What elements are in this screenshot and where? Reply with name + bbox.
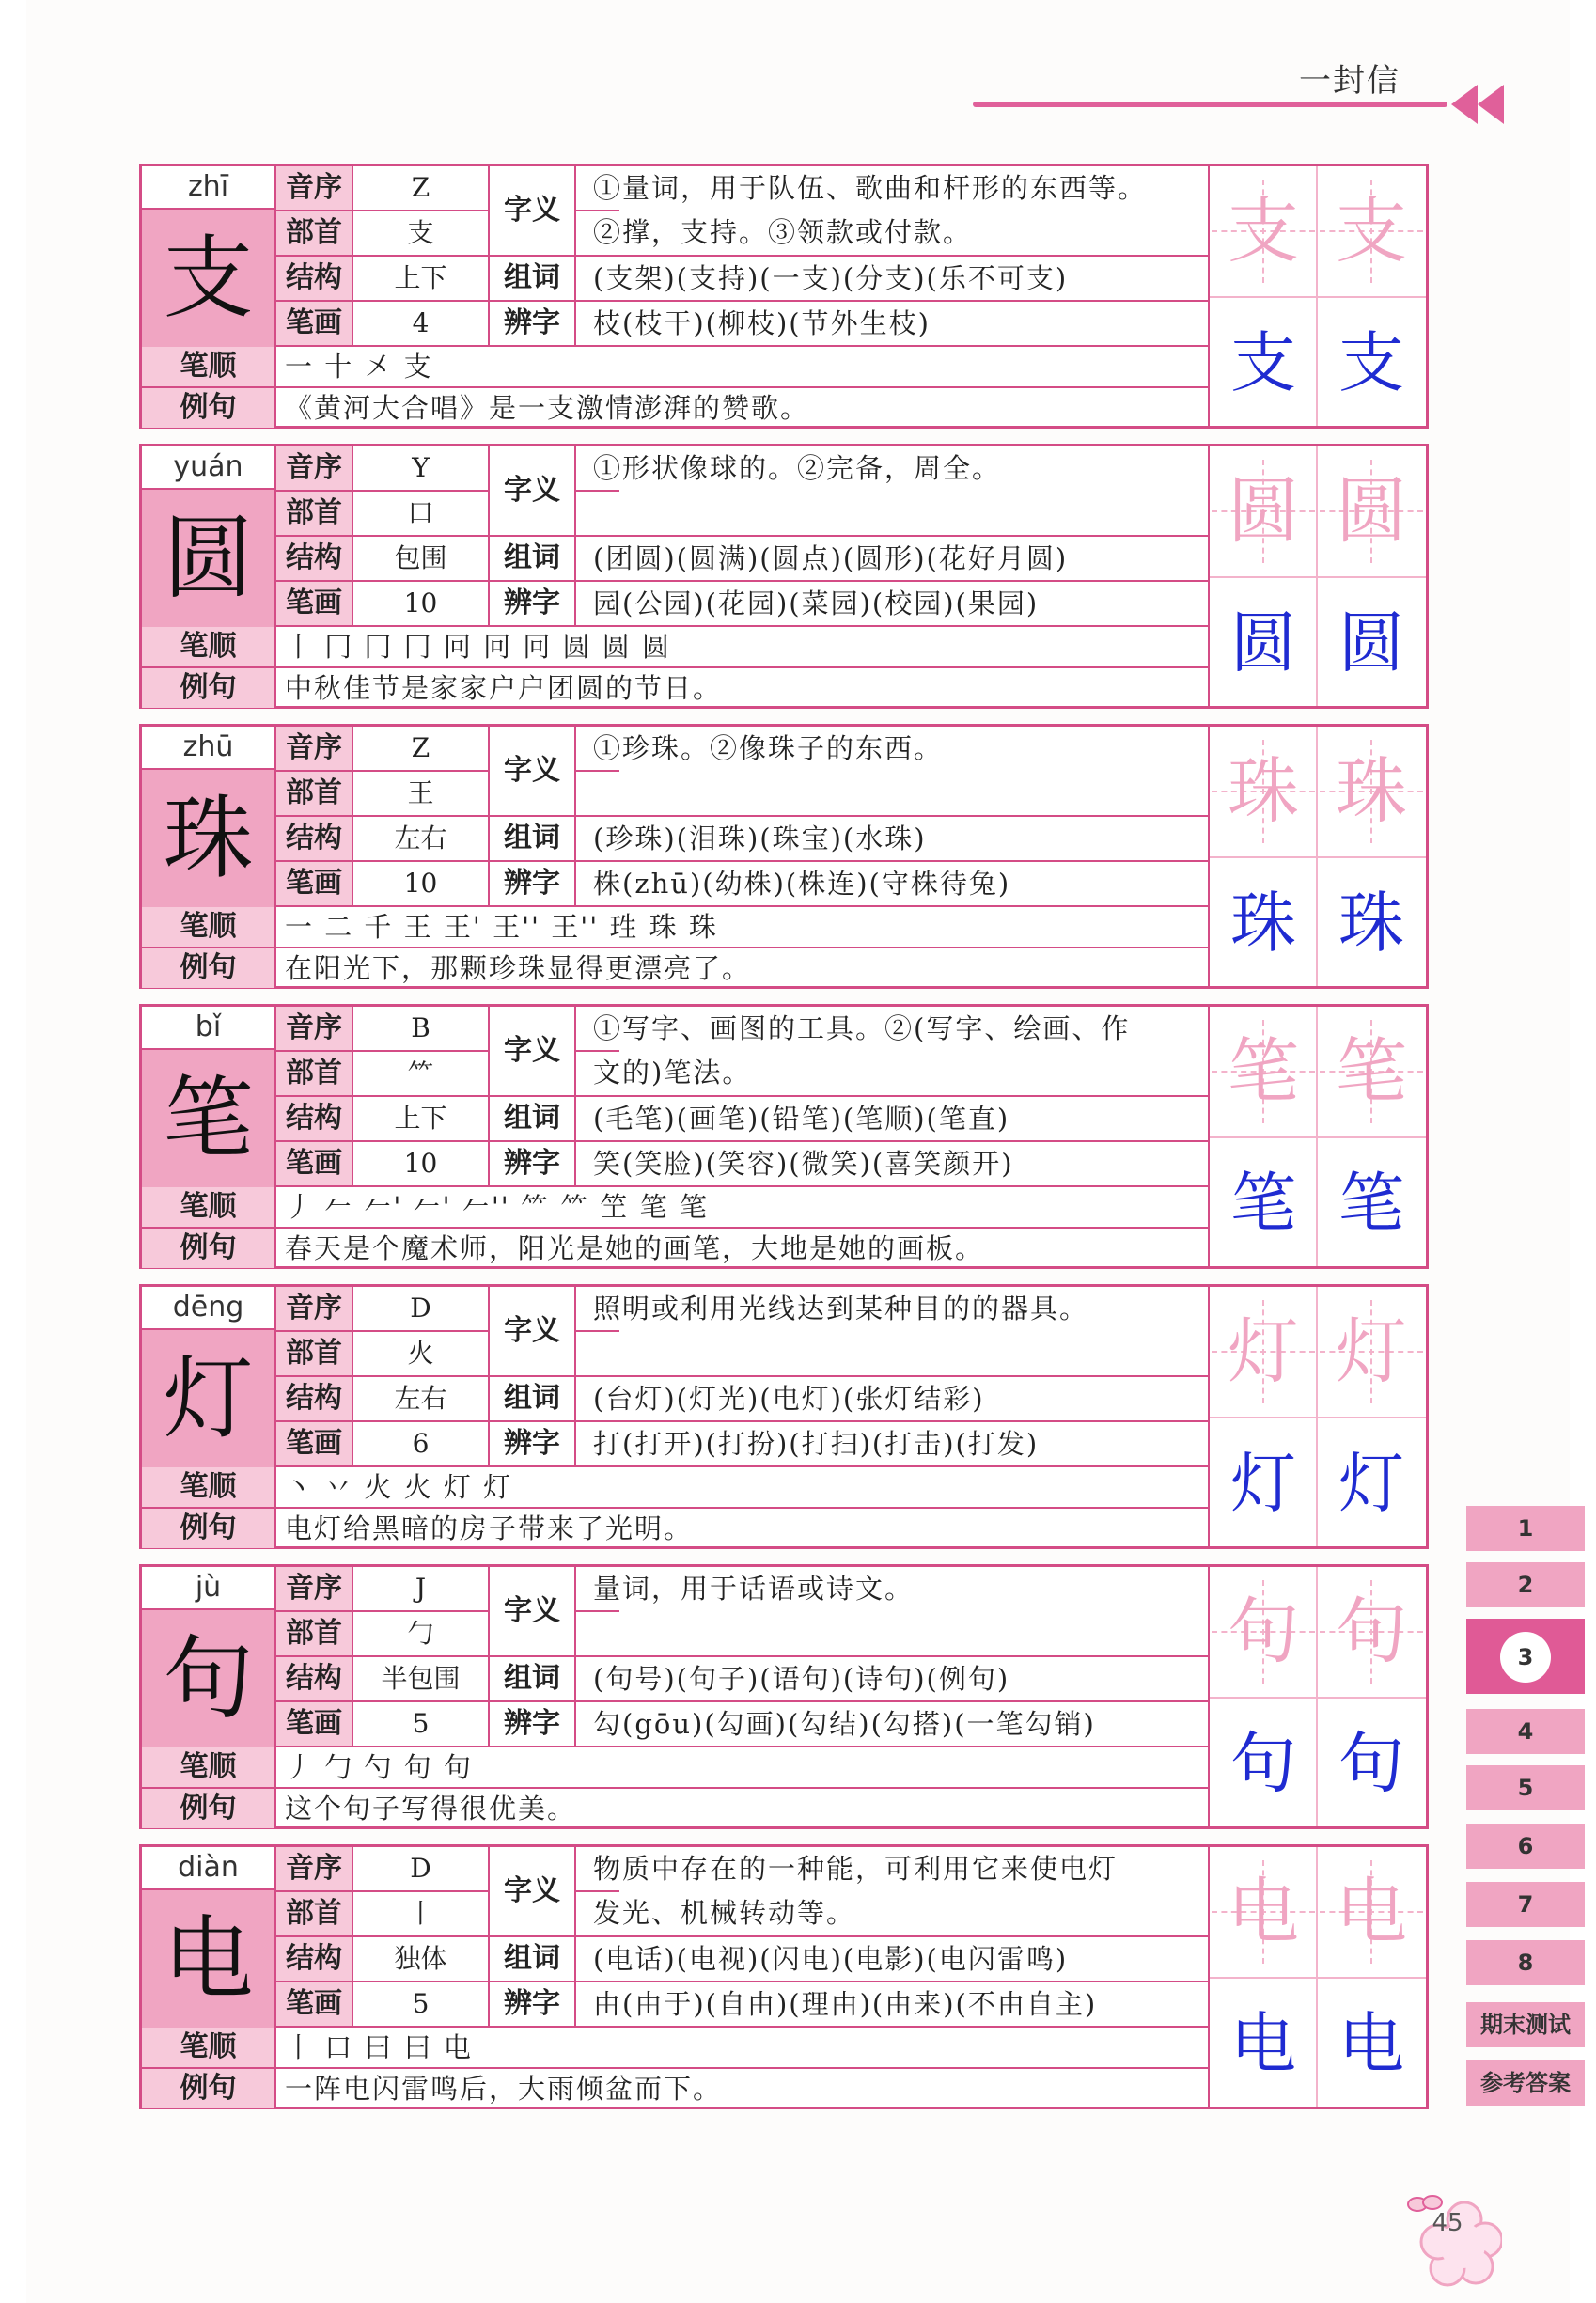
row-jiegou [276,817,1350,862]
label-zuci: 组词 [490,1937,574,1981]
label-liju: 例句 [142,1509,276,1548]
trace-box [1320,180,1423,283]
value-ziyi-line2 [576,1331,593,1375]
value-bianzi: 打(打开)(打扮)(打扫)(打击)(打发) [593,1428,1040,1460]
model-box [1320,1152,1423,1255]
double-chevron-left-icon [1447,81,1513,128]
value-zuci: (台灯)(灯光)(电灯)(张灯结彩) [593,1383,985,1415]
model-box [1320,311,1423,415]
row-bushou [276,1612,488,1657]
writing-practice-grid [1208,1007,1426,1266]
row-bihua [276,302,1350,347]
tab-label: 4 [1517,1718,1534,1745]
value-yinxu: D [410,1292,431,1324]
label-bianzi: 辨字 [490,582,574,625]
value-bianzi: 勾(gōu)(勾画)(勾结)(勾搭)(一笔勾销) [593,1708,1096,1740]
row-liju [142,1789,1350,1828]
label-bihua: 笔画 [276,1142,352,1185]
row-bihua [276,1982,1350,2028]
label-bushou: 部首 [276,1892,352,1935]
trace-box [1212,180,1315,283]
tab-unit-5[interactable] [1466,1765,1585,1810]
trace-box [1320,1020,1423,1123]
row-jiegou [276,537,1350,582]
model-box [1212,1432,1315,1535]
row-liju [142,1509,1350,1548]
value-ziyi-line1: 量词，用于话语或诗文。 [593,1573,915,1605]
label-bihua: 笔画 [276,1702,352,1746]
value-liju: 在阳光下，那颗珍珠显得更漂亮了。 [285,952,752,984]
label-zuci: 组词 [490,1657,574,1700]
row-bushou [276,1892,488,1937]
value-yinxu: Y [412,452,430,483]
value-bushou: 火 [407,1338,434,1369]
trace-box [1212,460,1315,563]
pinyin: zhū [142,727,274,770]
row-jiegou [276,257,1350,302]
label-zuci: 组词 [490,1377,574,1420]
char-cell [142,446,276,632]
trace-box [1320,460,1423,563]
row-jiegou [276,1097,1350,1142]
trace-char: 支 [1228,189,1299,273]
model-char: 珠 [1230,885,1296,962]
value-bishun: 丨 冂 冂 冂 冋 冋 冋 圆 圆 圆 [285,631,671,663]
char-entry [139,1844,1429,2109]
char-entry [139,444,1429,709]
tab-label: 7 [1517,1891,1534,1918]
row-jiegou [276,1937,1350,1982]
headword-char: 句 [163,1626,254,1731]
label-jiegou: 结构 [276,1937,352,1981]
value-ziyi-line1: ①形状像球的。②完备，周全。 [593,452,1002,484]
writing-practice-grid [1208,727,1426,986]
label-yinxu: 音序 [276,1567,352,1610]
value-bishun: 丨 口 曰 曰 电 [285,2031,473,2063]
row-liju [142,948,1350,988]
label-bishun: 笔顺 [142,1187,276,1227]
trace-char: 灯 [1336,1309,1407,1393]
row-jiegou [276,1377,1350,1422]
value-jiegou: 独体 [394,1943,447,1974]
value-liju: 这个句子写得很优美。 [285,1793,577,1825]
value-ziyi-line2: ②撑，支持。③领款或付款。 [593,216,973,248]
tab-label: 2 [1517,1572,1534,1598]
value-jiegou: 上下 [394,262,447,293]
model-char: 电 [1338,2005,1404,2082]
value-bishun: 丿 勹 勺 句 句 [285,1751,473,1783]
row-bushou [276,1052,488,1097]
label-yinxu: 音序 [276,1007,352,1050]
model-char: 句 [1230,1725,1296,1802]
value-bishun: 一 十 㐅 支 [285,351,433,383]
label-bushou: 部首 [276,1052,352,1095]
pinyin: bǐ [142,1007,274,1050]
label-bihua: 笔画 [276,862,352,905]
model-box [1212,1712,1315,1815]
value-ziyi-line2 [576,1611,593,1655]
label-bishun: 笔顺 [142,627,276,666]
label-jiegou: 结构 [276,1657,352,1700]
row-bushou [276,772,488,817]
trace-char: 电 [1336,1870,1407,1953]
value-bihua: 10 [403,1148,438,1179]
headword-char: 支 [163,226,254,331]
tab-final-test[interactable] [1466,2002,1585,2047]
trace-char: 珠 [1336,749,1407,833]
model-box [1320,871,1423,975]
row-bihua [276,582,1350,627]
value-bishun: 丿 𠂉 𠂉' 𠂉' 𠂉'' ⺮ ⺮ 笁 笔 笔 [285,1191,709,1223]
trace-char: 句 [1336,1590,1407,1673]
label-bishun: 笔顺 [142,347,276,386]
value-bushou: 口 [407,497,434,528]
label-bushou: 部首 [276,1332,352,1375]
char-cell [142,166,276,352]
label-bihua: 笔画 [276,1982,352,2026]
label-zuci: 组词 [490,537,574,580]
value-bushou: 勹 [407,1618,434,1649]
writing-practice-grid [1208,1287,1426,1546]
value-bianzi: 枝(枝干)(柳枝)(节外生枝) [593,307,931,339]
trace-char: 支 [1336,189,1407,273]
value-zuci: (电话)(电视)(闪电)(电影)(电闪雷鸣) [593,1943,1069,1975]
model-char: 圆 [1230,604,1296,682]
tab-label: 5 [1517,1775,1534,1801]
row-bishun [142,907,1350,948]
headword-char: 圆 [163,506,254,611]
value-yinxu: J [415,1573,427,1604]
header-rule [973,102,1447,107]
value-ziyi-line2 [576,771,593,815]
label-bishun: 笔顺 [142,2028,276,2067]
value-yinxu: D [410,1853,431,1884]
char-entry [139,1284,1429,1549]
char-entry [139,164,1429,429]
pinyin: dēng [142,1287,274,1330]
page-number: 45 [1432,2209,1463,2237]
trace-box [1212,1580,1315,1684]
model-char: 笔 [1338,1165,1404,1242]
model-box [1320,1432,1423,1535]
row-liju [142,2069,1350,2108]
model-box [1320,591,1423,695]
pinyin: zhī [142,166,274,210]
value-bihua: 10 [403,868,438,899]
label-zuci: 组词 [490,817,574,860]
label-yinxu: 音序 [276,166,352,210]
value-ziyi-line1: 物质中存在的一种能，可利用它来使电灯 [593,1853,1119,1885]
value-liju: 中秋佳节是家家户户团圆的节日。 [285,672,723,704]
label-liju: 例句 [142,1229,276,1268]
headword-char: 灯 [163,1346,254,1451]
model-char: 圆 [1338,604,1404,682]
value-bihua: 6 [412,1428,430,1459]
row-liju [142,388,1350,428]
value-bushou: 丨 [407,1898,434,1929]
value-zuci: (团圆)(圆满)(圆点)(圆形)(花好月圆) [593,542,1069,574]
label-jiegou: 结构 [276,257,352,300]
label-bihua: 笔画 [276,1422,352,1465]
value-liju: 《黄河大合唱》是一支激情澎湃的赞歌。 [285,392,810,424]
trace-box [1212,740,1315,843]
row-liju [142,1229,1350,1268]
label-bianzi: 辨字 [490,862,574,905]
value-bushou: ⺮ [407,1058,434,1089]
label-ziyi: 字义 [490,1287,574,1375]
value-zuci: (珍珠)(泪珠)(珠宝)(水珠) [593,822,927,854]
char-cell [142,1567,276,1752]
label-bianzi: 辨字 [490,1702,574,1746]
model-box [1212,1152,1315,1255]
label-liju: 例句 [142,2069,276,2108]
model-char: 珠 [1338,885,1404,962]
value-yinxu: B [411,1012,430,1043]
trace-char: 句 [1228,1590,1299,1673]
row-bishun [142,2028,1350,2069]
value-ziyi-line2: 文的)笔法。 [593,1057,752,1089]
label-bushou: 部首 [276,1612,352,1655]
label-bushou: 部首 [276,212,352,255]
trace-char: 珠 [1228,749,1299,833]
value-bianzi: 笑(笑脸)(笑容)(微笑)(喜笑颜开) [593,1148,1014,1180]
trace-box [1320,1580,1423,1684]
label-jiegou: 结构 [276,537,352,580]
value-bihua: 4 [412,307,430,338]
headword-char: 电 [163,1906,254,2012]
value-bihua: 5 [412,1988,430,2019]
label-bihua: 笔画 [276,302,352,345]
value-jiegou: 左右 [394,822,447,854]
tab-unit-3[interactable] [1466,1619,1585,1694]
value-liju: 一阵电闪雷鸣后，大雨倾盆而下。 [285,2073,723,2105]
pinyin: yuán [142,446,274,490]
tab-unit-8[interactable] [1466,1940,1585,1985]
model-char: 电 [1230,2005,1296,2082]
label-yinxu: 音序 [276,446,352,490]
row-bishun [142,627,1350,668]
row-bishun [142,1467,1350,1509]
tab-unit-2[interactable] [1466,1562,1585,1607]
row-bushou [276,1332,488,1377]
model-char: 灯 [1338,1445,1404,1522]
flower-page-badge-icon [1389,2186,1502,2289]
label-bianzi: 辨字 [490,302,574,345]
label-ziyi: 字义 [490,1847,574,1935]
label-jiegou: 结构 [276,817,352,860]
trace-box [1320,1300,1423,1403]
label-zuci: 组词 [490,257,574,300]
writing-practice-grid [1208,1567,1426,1826]
tab-label: 参考答案 [1480,2070,1571,2096]
value-bishun: 丶 丷 火 火 灯 灯 [285,1471,513,1503]
label-ziyi: 字义 [490,1007,574,1095]
trace-box [1320,1860,1423,1964]
model-box [1320,1992,1423,2095]
value-yinxu: Z [411,172,430,203]
model-char: 句 [1338,1725,1404,1802]
tab-answers[interactable] [1466,2060,1585,2106]
model-box [1212,871,1315,975]
tab-label: 3 [1500,1632,1551,1683]
label-ziyi: 字义 [490,727,574,815]
value-zuci: (句号)(句子)(语句)(诗句)(例句) [593,1663,1010,1695]
label-liju: 例句 [142,668,276,708]
char-cell [142,727,276,912]
headword-char: 珠 [163,786,254,891]
label-bushou: 部首 [276,772,352,815]
writing-practice-grid [1208,446,1426,706]
row-bihua [276,1702,1350,1747]
value-liju: 电灯给黑暗的房子带来了光明。 [285,1512,694,1544]
trace-char: 笔 [1336,1029,1407,1113]
tab-label: 期末测试 [1480,2012,1571,2038]
value-jiegou: 上下 [394,1103,447,1134]
label-jiegou: 结构 [276,1097,352,1140]
tab-unit-7[interactable] [1466,1882,1585,1927]
model-box [1320,1712,1423,1815]
label-liju: 例句 [142,948,276,988]
row-bishun [142,347,1350,388]
model-box [1212,1992,1315,2095]
value-ziyi-line2: 发光、机械转动等。 [593,1897,856,1929]
label-bianzi: 辨字 [490,1982,574,2026]
trace-char: 灯 [1228,1309,1299,1393]
value-bushou: 王 [407,777,434,808]
label-bianzi: 辨字 [490,1422,574,1465]
value-bianzi: 园(公园)(花园)(菜园)(校园)(果园) [593,588,1040,619]
value-bushou: 支 [407,217,434,248]
tab-label: 1 [1517,1515,1534,1542]
char-cell [142,1287,276,1472]
row-jiegou [276,1657,1350,1702]
label-bushou: 部首 [276,492,352,535]
trace-box [1212,1860,1315,1964]
model-char: 笔 [1230,1165,1296,1242]
label-yinxu: 音序 [276,1847,352,1890]
tab-label: 6 [1517,1833,1534,1859]
label-ziyi: 字义 [490,446,574,535]
model-char: 灯 [1230,1445,1296,1522]
label-yinxu: 音序 [276,1287,352,1330]
writing-practice-grid [1208,166,1426,426]
trace-char: 圆 [1336,469,1407,553]
label-bianzi: 辨字 [490,1142,574,1185]
tab-unit-4[interactable] [1466,1709,1585,1754]
value-ziyi-line1: 照明或利用光线达到某种目的的器具。 [593,1292,1089,1324]
label-ziyi: 字义 [490,166,574,255]
row-liju [142,668,1350,708]
row-bihua [276,862,1350,907]
row-bushou [276,212,488,257]
row-bishun [142,1747,1350,1789]
model-box [1212,591,1315,695]
value-ziyi-line1: ①写字、画图的工具。②(写字、绘画、作 [593,1012,1131,1044]
headword-char: 笔 [163,1066,254,1171]
pinyin: jù [142,1567,274,1610]
pinyin: diàn [142,1847,274,1890]
char-entry [139,1564,1429,1829]
writing-practice-grid [1208,1847,1426,2107]
value-ziyi-line1: ①珍珠。②像珠子的东西。 [593,732,944,764]
value-zuci: (支架)(支持)(一支)(分支)(乐不可支) [593,262,1069,294]
label-jiegou: 结构 [276,1377,352,1420]
tab-label: 8 [1517,1950,1534,1976]
trace-box [1320,740,1423,843]
value-bihua: 10 [403,588,438,619]
label-bishun: 笔顺 [142,1467,276,1507]
value-zuci: (毛笔)(画笔)(铅笔)(笔顺)(笔直) [593,1103,1010,1135]
char-cell [142,1847,276,2032]
trace-box [1212,1300,1315,1403]
value-bianzi: 由(由于)(自由)(理由)(由来)(不由自主) [593,1988,1098,2020]
tab-unit-6[interactable] [1466,1824,1585,1869]
trace-box [1212,1020,1315,1123]
row-bishun [142,1187,1350,1229]
value-bishun: 一 二 千 王 王' 王'' 王'' 珄 珠 珠 [285,911,718,943]
label-yinxu: 音序 [276,727,352,770]
value-ziyi-line2 [576,491,593,535]
value-bihua: 5 [412,1708,430,1739]
label-liju: 例句 [142,388,276,428]
value-jiegou: 包围 [394,542,447,573]
trace-char: 笔 [1228,1029,1299,1113]
label-zuci: 组词 [490,1097,574,1140]
value-liju: 春天是个魔术师，阳光是她的画笔，大地是她的画板。 [285,1232,985,1264]
label-ziyi: 字义 [490,1567,574,1655]
trace-char: 圆 [1228,469,1299,553]
model-char: 支 [1338,324,1404,401]
model-box [1212,311,1315,415]
model-char: 支 [1230,324,1296,401]
value-bianzi: 株(zhū)(幼株)(株连)(守株待兔) [593,868,1011,900]
value-ziyi-line1: ①量词，用于队伍、歌曲和杆形的东西等。 [593,172,1148,204]
value-yinxu: Z [411,732,430,763]
label-bishun: 笔顺 [142,1747,276,1787]
row-bushou [276,492,488,537]
char-cell [142,1007,276,1192]
label-bishun: 笔顺 [142,907,276,947]
row-bihua [276,1142,1350,1187]
tab-unit-1[interactable] [1466,1506,1585,1551]
lesson-title: 一封信 [1299,62,1400,100]
row-bihua [276,1422,1350,1467]
label-bihua: 笔画 [276,582,352,625]
label-liju: 例句 [142,1789,276,1828]
value-jiegou: 左右 [394,1383,447,1414]
char-entry [139,724,1429,989]
char-entry [139,1004,1429,1269]
value-jiegou: 半包围 [381,1663,461,1694]
trace-char: 电 [1228,1870,1299,1953]
